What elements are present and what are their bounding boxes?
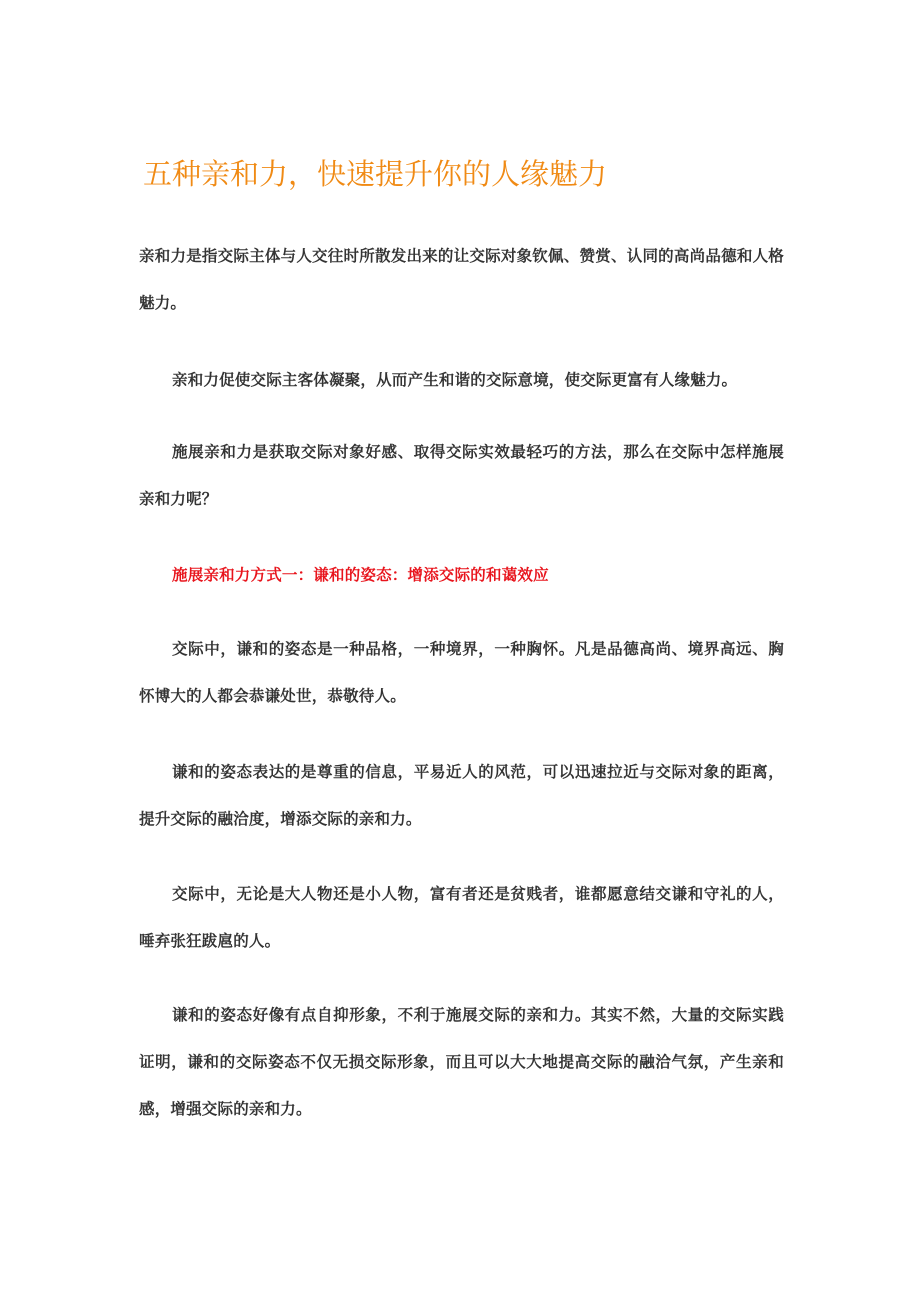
section-heading-method-one: 施展亲和力方式一：谦和的姿态：增添交际的和蔼效应 (172, 566, 549, 584)
paragraph-humble-character: 交际中，谦和的姿态是一种品格，一种境界，一种胸怀。凡是品德高尚、境界高远、胸怀博大的人都会恭谦处世，恭敬待人。 (139, 640, 784, 705)
paragraph-everyone-prefers: 交际中，无论是大人物还是小人物，富有者还是贫贱者，谁都愿意结交谦和守礼的人，唾弃张狂跋扈的人。 (139, 885, 784, 950)
page-title: 五种亲和力，快速提升你的人缘魅力 (143, 157, 608, 191)
paragraph-humble-proof: 谦和的姿态好像有点自抑形象，不利于施展交际的亲和力。其实不然，大量的交际实践证明，谦和的交际姿态不仅无损交际形象，而且可以大大地提高交际的融洽气氛，产生亲和感，增强交际的亲和力。 (139, 1006, 784, 1118)
paragraph-humble-respect: 谦和的姿态表达的是尊重的信息，平易近人的风范，可以迅速拉近与交际对象的距离，提升交际的融洽度，增添交际的亲和力。 (139, 763, 784, 828)
paragraph-intro: 亲和力是指交际主体与人交往时所散发出来的让交际对象钦佩、赞赏、认同的高尚品德和人格魅力。 (139, 247, 784, 312)
paragraph-cohesion: 亲和力促使交际主客体凝聚，从而产生和谐的交际意境，使交际更富有人缘魅力。 (172, 371, 738, 389)
paragraph-method-question: 施展亲和力是获取交际对象好感、取得交际实效最轻巧的方法，那么在交际中怎样施展亲和力呢？ (139, 443, 784, 508)
